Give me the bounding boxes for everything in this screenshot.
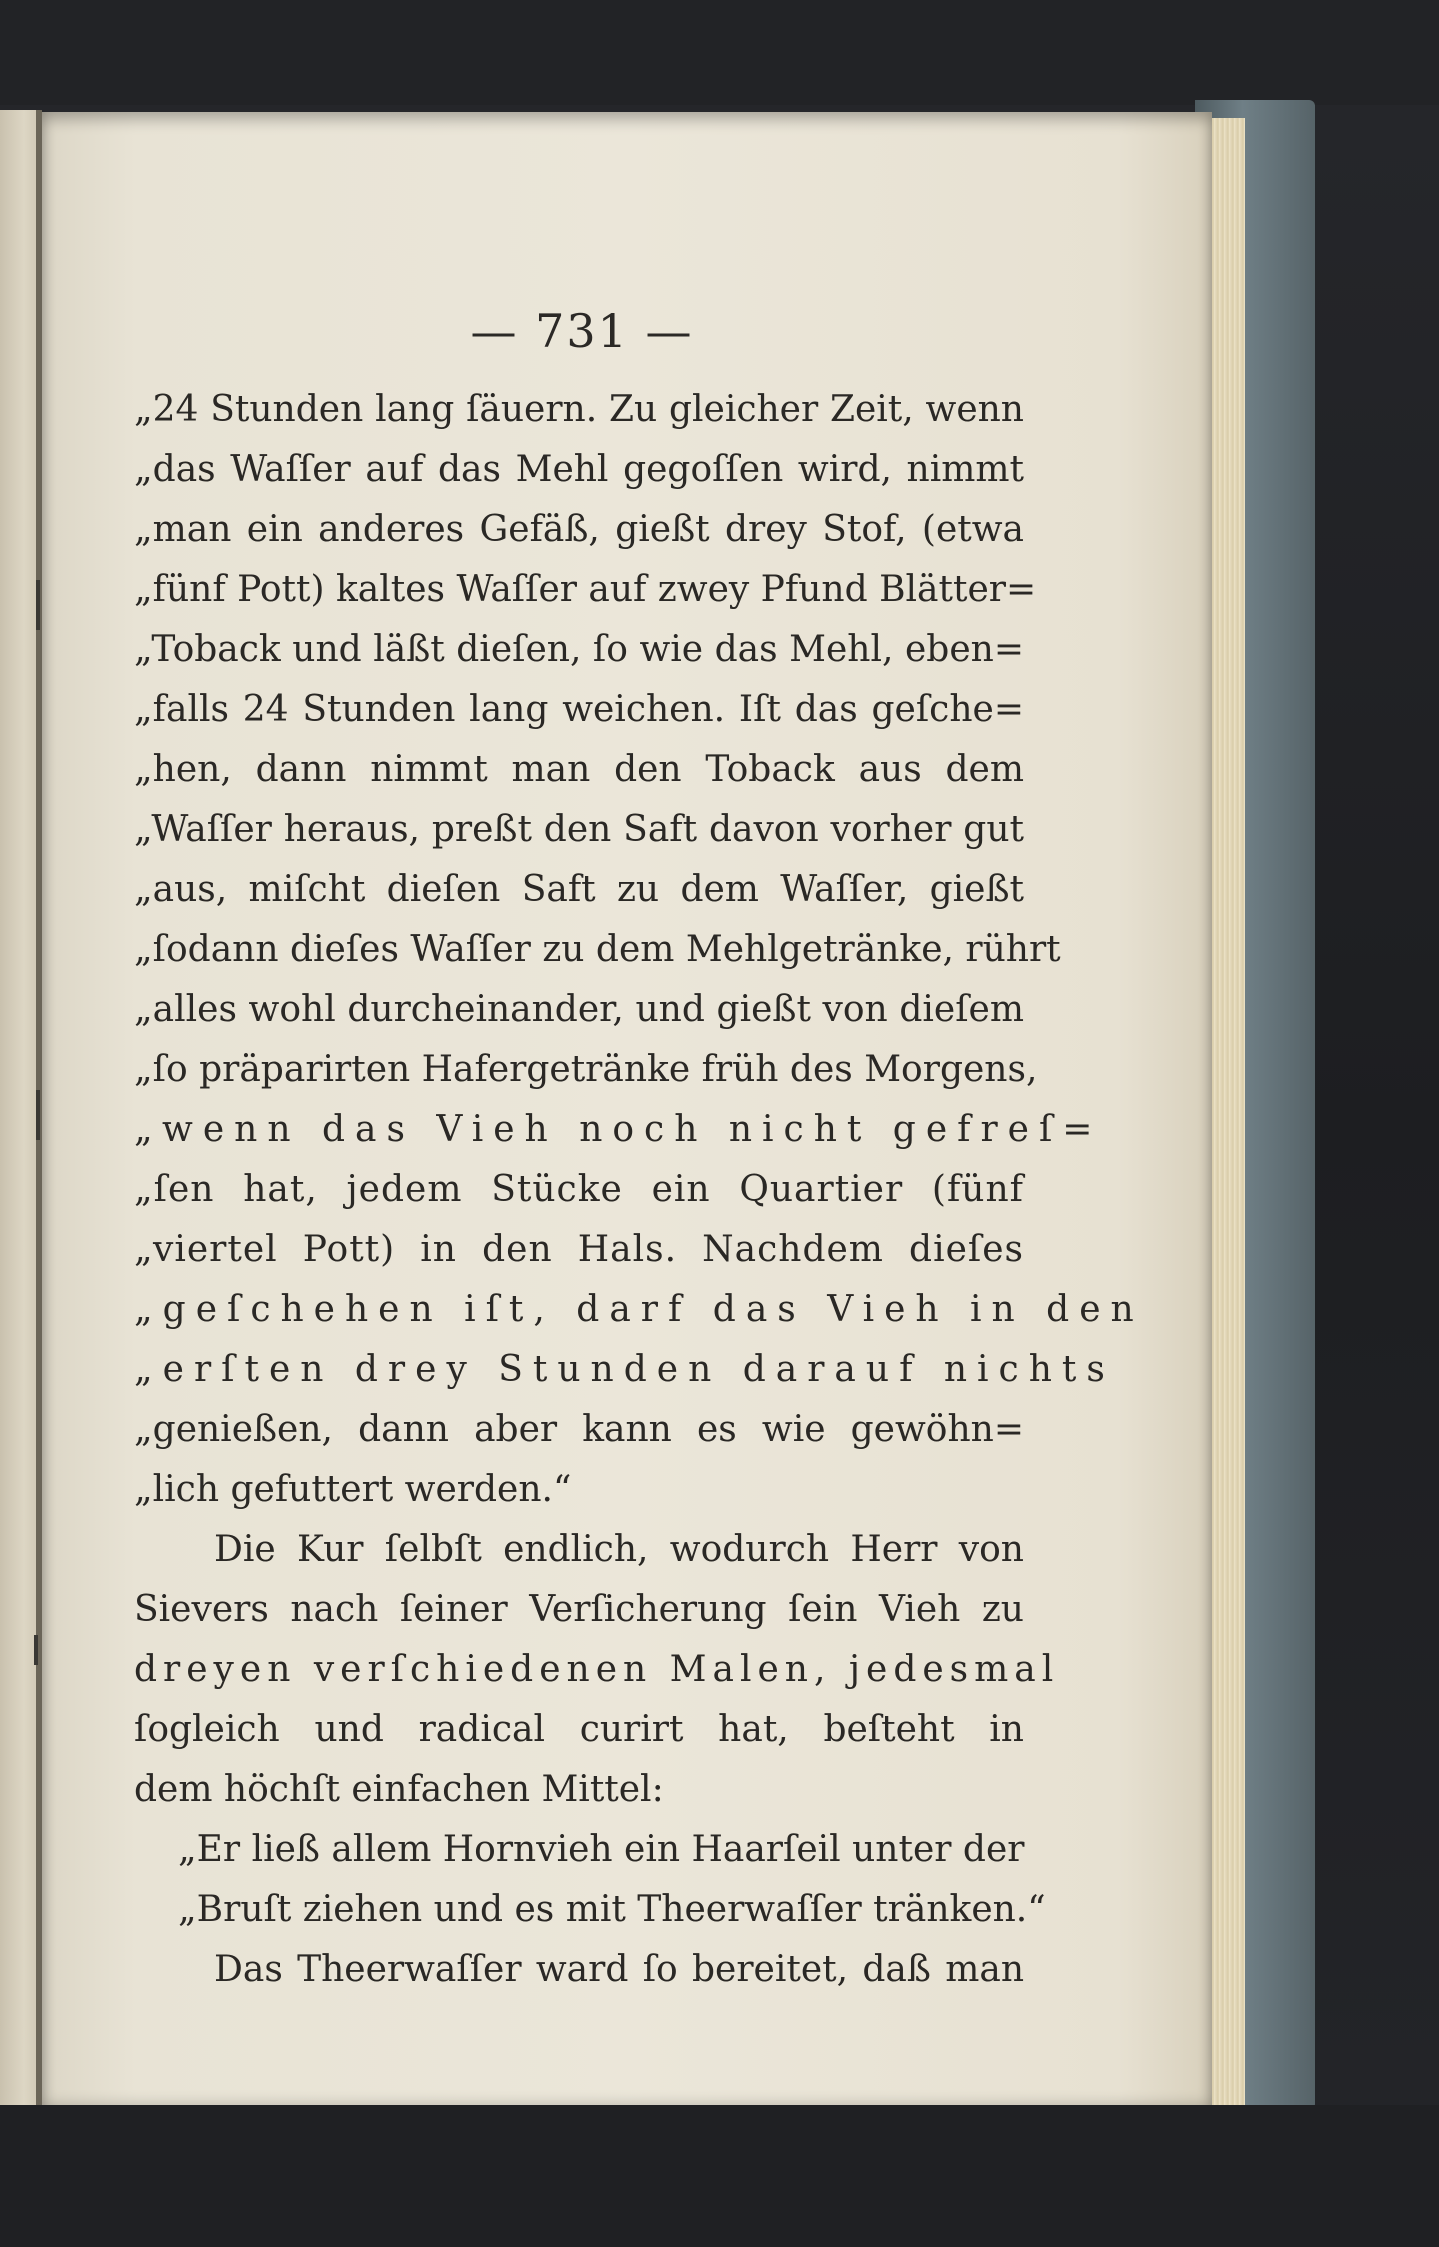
text-line: „hen, dann nimmt man den Toback aus dem (134, 749, 1024, 790)
text-line: „man ein anderes Gefäß, gießt drey Stof, (etwa (134, 509, 1024, 550)
text-line: „viertel Pott) in den Hals. Nachdem dieſes (134, 1229, 1024, 1270)
text-line: „Bruſt ziehen und es mit Theerwaſſer tränken.“ (178, 1889, 1046, 1930)
text-line: dreyen verſchiedenen Malen, jedesmal (134, 1649, 1060, 1690)
text-line: „ſodann dieſes Waſſer zu dem Mehlgetränke, rührt (134, 929, 1061, 970)
text-line: dem höchſt einfachen Mittel: (134, 1769, 664, 1810)
text-line: „erſten drey Stunden darauf nichts (134, 1349, 1115, 1390)
page-number: — 731 — (470, 304, 694, 358)
body-text (134, 380, 1144, 2000)
text-line: „alles wohl durcheinander, und gießt von dieſem (134, 989, 1024, 1030)
margin-mark (36, 1090, 40, 1140)
text-line: Die Kur ſelbſt endlich, wodurch Herr von (214, 1529, 1024, 1570)
bottom-dark-band (0, 2105, 1439, 2247)
text-line: „Er ließ allem Hornvieh ein Haarſeil unter der (178, 1829, 1025, 1870)
text-line: ſogleich und radical curirt hat, beſteht in (134, 1709, 1024, 1750)
text-line: „wenn das Vieh noch nicht gefreſ= (134, 1109, 1103, 1150)
text-line: „ſo präparirten Hafergetränke früh des Morgens, (134, 1049, 1038, 1090)
text-line: „lich gefuttert werden.“ (134, 1469, 572, 1510)
text-line: „Toback und läßt dieſen, ſo wie das Mehl, eben= (134, 629, 1024, 670)
text-line: „falls 24 Stunden lang weichen. Iſt das geſche= (134, 689, 1024, 730)
text-line: „genießen, dann aber kann es wie gewöhn= (134, 1409, 1024, 1450)
text-line: Sievers nach ſeiner Verſicherung ſein Vieh zu (134, 1589, 1024, 1630)
left-page-edge (0, 110, 40, 2110)
margin-mark (36, 580, 40, 630)
book-page (42, 112, 1212, 2112)
text-line: „Waſſer heraus, preßt den Saft davon vorher gut (134, 809, 1024, 850)
text-line: „24 Stunden lang ſäuern. Zu gleicher Zeit, wenn (134, 389, 1024, 430)
text-line: „aus, miſcht dieſen Saft zu dem Waſſer, gießt (134, 869, 1024, 910)
text-line: „fünf Pott) kaltes Waſſer auf zwey Pfund Blätter= (134, 569, 1037, 610)
text-line: Das Theerwaſſer ward ſo bereitet, daß man (214, 1949, 1024, 1990)
text-line: „ſen hat, jedem Stücke ein Quartier (fünf (134, 1169, 1024, 1210)
text-line: „das Waſſer auf das Mehl gegoſſen wird, nimmt (134, 449, 1024, 490)
text-line: „geſchehen iſt, darf das Vieh in den (134, 1289, 1144, 1330)
top-dark-band (0, 0, 1439, 105)
margin-mark (34, 1635, 38, 1665)
